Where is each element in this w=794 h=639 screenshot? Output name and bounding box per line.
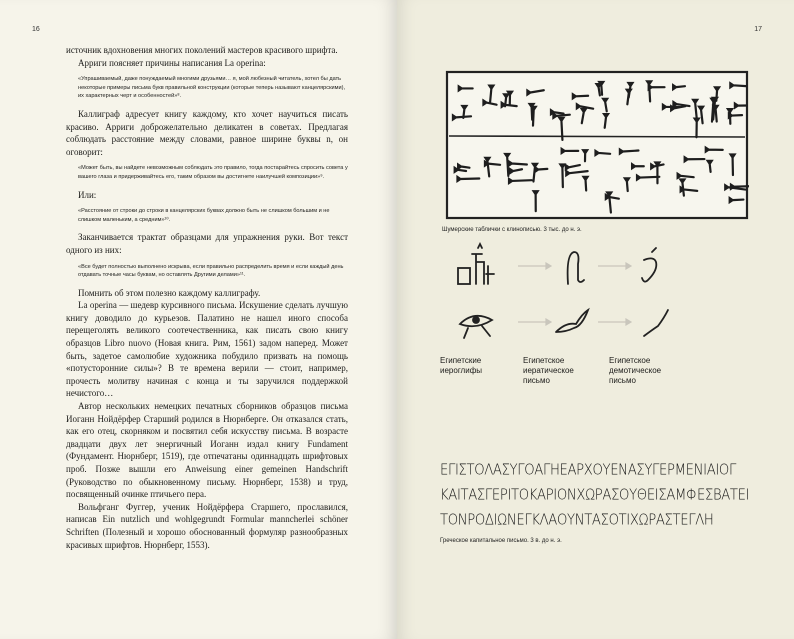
- demotic-sign: [642, 248, 656, 282]
- caption-greek: Греческое капитальное письмо. 3 в. до н. э.: [440, 538, 562, 544]
- demotic-eye-sign: [644, 310, 668, 336]
- paragraph: Арриги поясняет причины написания La operina:: [78, 57, 266, 68]
- paragraph: источник вдохновения многих поколений мастеров красивого шрифта.: [66, 45, 338, 55]
- page-number-left: 16: [32, 26, 40, 33]
- label-demotic: Египетское демотическое письмо: [609, 356, 662, 385]
- label-hieroglyphs: Египетские иероглифы: [440, 356, 483, 375]
- hieroglyph-eye-sign: [460, 316, 492, 338]
- sumerian-tablet-illustration: [445, 70, 749, 220]
- paragraph: Или:: [78, 189, 97, 200]
- quote: «Все будет полностью выполнено искрыва, если правильно распределить время и если каждый день отдавать точные часы буквам, но оставлять Другими делами»¹¹.: [78, 263, 344, 279]
- hieroglyph-owl-sign: [458, 244, 494, 284]
- label-hieratic: Египетское иератическое письмо: [523, 356, 574, 385]
- body-text: [66, 44, 348, 551]
- paragraph: Заканчивается трактат образцами для упражнения руки. Вот текст одного из них:: [66, 232, 348, 255]
- greek-inscription-line: ΤΟΝΡΟΔΙΩΝΕΓΚΛΑΟΥΝΤΑΣΟΤΙΧΩΡΑΣΤΕΓΛΗ: [440, 512, 714, 530]
- quote: «Может быть, вы найдете невозможным соблюдать это правило, тогда постарайтесь спросить совета у вашего глаза и придерживайтесь его, таким образом вы достигнете наилучшей композиции»⁹.: [78, 165, 348, 180]
- quote: «Упрашиваемый, даже понуждаемый многими друзьями… я, мой любезный читатель, хотел бы дать некоторые примеры письма букв правильной конструкции (которые теперь называют канцелярскими), их характерных черт и особенностей»⁸.: [78, 76, 346, 100]
- paragraph: Автор нескольких немецких печатных сборников образцов письма Иоганн Нойдёрфер Старший родился в Нюрнберге. Он отказался стать, как его отец, скорняком и посвятил себя искусству письма. В возрасте двадцати двух лет энергичный Иоганн издал книгу Fundament (Фундамент. Нюрнберг, 1519), где отпечатаны одиннадцать шрифтовых проб. Позже вышли его Anweisung einer gemeinen Handschrift (Руководство по обыкновенному письму. Нюрнберг, 1538) и труд, посвященный очинке птичьего пера.: [66, 401, 348, 500]
- hieratic-sign: [568, 252, 584, 284]
- paragraph: Помнить об этом полезно каждому каллиграфу.: [78, 287, 261, 298]
- page-number-right: 17: [754, 26, 762, 33]
- egyptian-signs-illustration: [448, 240, 688, 350]
- paragraph: La operina — шедевр курсивного письма. Искушение сделать лучшую книгу доводило до курьезов. Палатино не нашел иного способа перещеголять великого соотечественника, как писать свою книгу образцов Libro nuovo (Новая книга. Рим, 1561) задом наперед. Может быть, задетое самолюбие художника побудило призвать на помощь «потусторонние силы»? В те времена верили — стоит, например, прочесть молитву начиная с конца и ты заручился поддержкой нечистого…: [66, 300, 348, 399]
- hieratic-eye-sign: [556, 310, 588, 332]
- paragraph: Каллиграф адресует книгу каждому, кто хочет научиться писать красиво. Арриги доброжелательно деликатен в советах. Предлагая соблюдать расстояние между словами, равное ширине буквы n, он оговорит:: [66, 108, 348, 157]
- paragraph: Вольфганг Фуггер, ученик Нойдёрфера Старшего, прославился, написав Ein nutzlich und wohlgegrundt Formular manncherlei schöner Schriften (Полезный и хорошо обоснованный формуляр разнообразных красивых шрифтов. Нюрнберг, 1553).: [66, 501, 348, 550]
- greek-inscription-line: ΚΑΙΤΑΣΓΕΡΙΤΟΚΑΡΙΟΝΧΩΡΑΣΟΥΘΕΙΣΑΜΦΕΣΒΑΤΕΙ: [440, 487, 750, 505]
- quote: «Расстояние от строки до строки в канцелярских буквах должно быть не слишком большим и не слишком маленьким, а средним»¹⁰.: [78, 208, 330, 223]
- caption-sumerian: Шумерские таблички с клинописью. 3 тыс. до н. э.: [442, 227, 582, 233]
- greek-inscription-line: ΕΓΙΣΤΟΛΑΣΥΓΟΑΓΗΕΑΡΧΟΥΕΝΑΣΥΓΕΡΜΕΝΙΑΙΟΓ: [440, 462, 736, 480]
